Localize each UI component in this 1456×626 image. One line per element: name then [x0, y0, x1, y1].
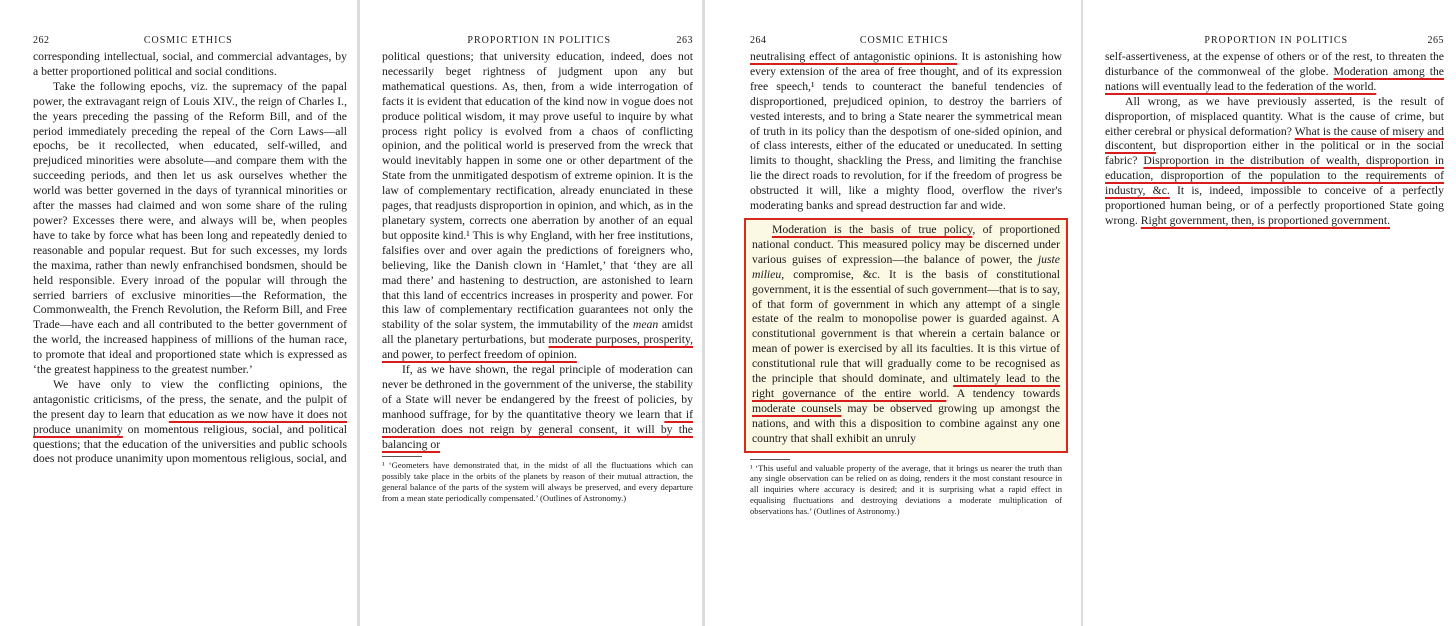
paragraph: Moderation is the basis of true policy, of proportioned national conduct. This measured policy may be discerned under various guises of expression—the balance of power, the juste milieu, compromise, &c. It is the basis of constitutional government, it is the essential of such government—that is to say, of that form of government in which any attempt of a single estate of the realm to monopolise power is guarded against. A constitutional government is that wherein a certain balance or mean of power is exercised by all its faculties. It is this virtue of constitutional rule that will gradually come to be recognised as the principle that should dominate, and ultimately lead to the right governance of the entire world. A tendency towards moderate counsels may be observed growing up amongst the nations, and with this a disposition to combine against any one country that shall exhibit an unruly: [752, 222, 1060, 445]
page-header: [33, 34, 347, 50]
highlight-underline: ultimately lead to the right governance of the entire world: [752, 372, 1060, 400]
book-page-264: [705, 0, 1081, 626]
paragraph: corresponding intellectual, social, and commercial advantages, by a better proportioned political and social conditions.: [33, 50, 347, 78]
page-body: [33, 50, 347, 467]
highlight-underline: Disproportion in the distribution of wealth, disproportion in education, disproportion of the population to the requirements of industry, &c.: [1105, 154, 1444, 198]
book-page-263: [360, 0, 702, 626]
running-title: COSMIC ETHICS: [859, 35, 949, 46]
footnote: ¹ ‘This useful and valuable property of the average, that it brings us nearer the truth than any single observation can be relied on as doing, renders it the most constant resource in all inquiries where accuracy is desired; and it is surprising what a rapid effect in equalising fluctuations and destroying deviations a moderate multiplication of observations has.’ (Outlines of Astronomy.): [750, 462, 1062, 516]
page-header: [382, 34, 693, 50]
highlight-underline: moderate counsels: [752, 401, 842, 415]
page-body: [1105, 50, 1444, 229]
page-header: [1105, 34, 1444, 50]
running-title: PROPORTION IN POLITICS: [467, 35, 612, 46]
book-page-262: [0, 0, 357, 626]
paragraph: All wrong, as we have previously asserted, is the result of disproportion, of misplaced quantity. What is the cause of crime, but either cerebral or physical deformation? What is the cause of misery and discontent, but disproportion either in the political or in the social fabric? Disproportion in the distribution of wealth, disproportion in education, disproportion of the population to the requirements of industry, &c. It is, indeed, impossible to conceive of a perfectly proportioned human being, or of a perfectly proportioned State going wrong. Right government, then, is proportioned government.: [1105, 94, 1444, 227]
page-body: [750, 50, 1062, 453]
highlight-underline: that if moderation does not reign by general consent, it will by the balancing or: [382, 407, 693, 451]
highlight-underline: Moderation is the basis of true policy: [772, 222, 973, 236]
page-number: 264: [750, 35, 767, 46]
book-page-265: [1083, 0, 1456, 626]
page-header: [750, 34, 1062, 50]
paragraph: Take the following epochs, viz. the supremacy of the papal power, the extravagant reign of Louis XIV., the reign of Charles I., the years preceding the passing of the Reform Bill, and of the period immediately preceding the repeal of the Corn Laws—all epochs, be it recollected, when educated, self-willed, and prejudiced minorities were absolute—and compare them with the succeeding periods, and then let us ask ourselves whether the world was better governed in the days of tyrannical minorities or after the masses had claimed and won some share of the ruling power? Excesses there were, and always will be, when peoples have to take by force what has been long and repeatedly denied to reasonable and popular request. But for such excesses, my lords the maxima, rather than newly enfranchised bondsmen, should be held responsible. Every inroad of the popular will through the serried barriers of exclusive minorities—the Reformation, the Commonwealth, the French Revolution, the Reform Bill, and Free Trade—have each and all contributed to the better government of the world, the increased happiness of millions of the human race, to promote that ideal and proportioned state which is expressed as ‘the greatest happiness to the greatest number.’: [33, 79, 347, 377]
running-title: COSMIC ETHICS: [143, 35, 233, 46]
paragraph: self-assertiveness, at the expense of others or of the rest, to threaten the disturbance of the commonweal of the globe. Moderation among the nations will eventually lead to the federation of the world.: [1105, 50, 1444, 93]
highlight-underline: education as we now have it does not produce unanimity: [33, 407, 347, 436]
paragraph: neutralising effect of antagonistic opinions. It is astonishing how every extension of the area of free thought, and of its expression free speech,¹ tends to counteract the baneful tendencies of disproportioned, prejudiced opinion, to destroy the barriers of vested interests, and to bring a State nearer the symmetrical mean of truth in its policy than the despotism of one-sided opinion, and of class interests, either of the educated or uneducated. In setting limits to thought, shackling the Press, and limiting the franchise lie the direct roads to revolution, for if the freedom of progress be obstructed it will, like a mighty flood, overflow the river's moderating banks and spread destruction far and wide.: [750, 50, 1062, 213]
running-title: PROPORTION IN POLITICS: [1204, 35, 1349, 46]
paragraph: political questions; that university education, indeed, does not necessarily beget rightness of judgment upon any but mathematical questions. As, then, from a wide interrogation of facts it is evident that education of the kind now in vogue does not produce political wisdom, it may prove useful to inquire by what process right policy is evolved from a chaos of conflicting opinion, and the political world is preserved from the wreck that would inevitably happen in some one or other department of the State from the unmitigated despotism of extreme opinion. It is the law of complementary rectification, already enunciated in these pages, that readjusts disproportion in opinion, and which, as in the planetary system, corrects one aberration by another of an equal but opposite kind.¹ This is why England, with her free institutions, falsifies over and over again the predictions of foreigners who, believing, like the Danish clown in ‘Hamlet,’ that ‘they are all mad there’ and hastening to destruction, are astonished to learn that this land of eccentrics increases in prosperity and power. For this law of complementary rectification guarantees not only the stability of the solar system, the immutability of the mean amidst all the planetary perturbations, but moderate purposes, prosperity, and power, to perfect freedom of opinion.: [382, 50, 693, 362]
highlight-underline: neutralising effect of antagonistic opinions.: [750, 50, 958, 63]
paragraph: If, as we have shown, the regal principle of moderation can never be dethroned in the government of the universe, the stability of a State will never be endangered by the freest of policies, by manhood suffrage, for by the quantitative theory we learn that if moderation does not reign by general consent, it will by the balancing or: [382, 363, 693, 451]
paragraph: We have only to view the conflicting opinions, the antagonistic criticisms, of the press, the senate, and the pulpit of the present day to learn that education as we now have it does not produce unanimity on momentous religious, social, and political questions; that the education of the universities and public schools does not produce unanimity upon momentous religious, social, and: [33, 377, 348, 466]
footnote-rule: [382, 456, 422, 457]
footnote-rule: [750, 459, 790, 460]
highlight-underline: moderate purposes, prosperity, and power, to perfect freedom of opinion.: [382, 333, 693, 362]
highlight-underline: Moderation among the nations will eventually lead to the federation of the world.: [1105, 64, 1444, 93]
page-number: 262: [33, 35, 50, 46]
page-body: [382, 50, 693, 452]
highlight-underline: Right government, then, is proportioned government.: [1140, 213, 1391, 227]
footnote: ¹ ‘Geometers have demonstrated that, in the midst of all the fluctuations which can possibly take place in the orbits of the planets by reason of their mutual attraction, the general balance of the parts of the system will always be preserved, and every departure from a mean state periodically compensated.’ (Outlines of Astronomy.): [382, 460, 693, 503]
page-number: 265: [1427, 35, 1444, 46]
highlighted-passage-box: [744, 218, 1068, 453]
highlight-underline: What is the cause of misery and discontent,: [1105, 124, 1444, 153]
page-number: 263: [676, 35, 693, 46]
